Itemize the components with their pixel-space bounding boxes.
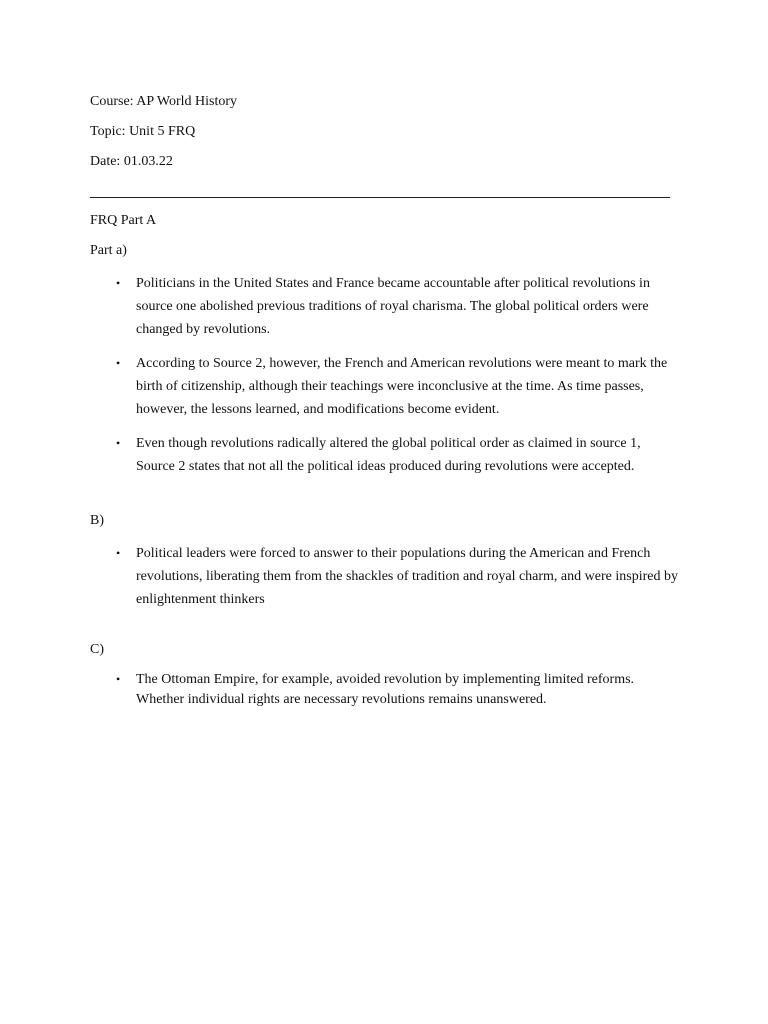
part-a-label: Part a) bbox=[90, 243, 127, 258]
bullet-text: Political leaders were forced to answer to their populations during the American and French revolutions, liberating them from the shackles of tradition and royal charm, and were inspired by enlightenment thinkers bbox=[136, 546, 678, 607]
part-c-label: C) bbox=[90, 642, 104, 657]
list-item bbox=[90, 670, 678, 709]
part-b-list bbox=[90, 542, 690, 611]
bullet-icon: • bbox=[116, 672, 121, 686]
bullet-icon: • bbox=[116, 356, 121, 370]
list-item bbox=[90, 542, 678, 611]
bullet-text: According to Source 2, however, the French and American revolutions were meant to mark the birth of citizenship, although their teachings were inconclusive at the time. As time passes, however, the lessons learned, and modifications become evident. bbox=[136, 356, 668, 417]
date-line: Date: 01.03.22 bbox=[90, 154, 173, 169]
list-item bbox=[90, 432, 678, 478]
course-line: Course: AP World History bbox=[90, 94, 238, 109]
horizontal-divider bbox=[90, 197, 670, 198]
list-item bbox=[90, 352, 678, 421]
bullet-text: The Ottoman Empire, for example, avoided revolution by implementing limited reforms. Whether individual rights are necessary revolutions remains unanswered. bbox=[136, 672, 635, 707]
bullet-text: Even though revolutions radically altered the global political order as claimed in source 1, Source 2 states that not all the political ideas produced during revolutions were accepted. bbox=[136, 436, 641, 474]
list-item bbox=[90, 272, 678, 341]
section-title: FRQ Part A bbox=[90, 213, 157, 228]
part-b-label: B) bbox=[90, 513, 104, 528]
bullet-icon: • bbox=[116, 436, 121, 450]
part-a-list bbox=[90, 272, 690, 478]
bullet-icon: • bbox=[116, 276, 121, 290]
topic-line: Topic: Unit 5 FRQ bbox=[90, 124, 196, 139]
bullet-icon: • bbox=[116, 546, 121, 560]
bullet-text: Politicians in the United States and France became accountable after political revolutions in source one abolished previous traditions of royal charisma. The global political orders were changed by revolutions. bbox=[136, 276, 650, 337]
part-c-list bbox=[90, 670, 690, 709]
